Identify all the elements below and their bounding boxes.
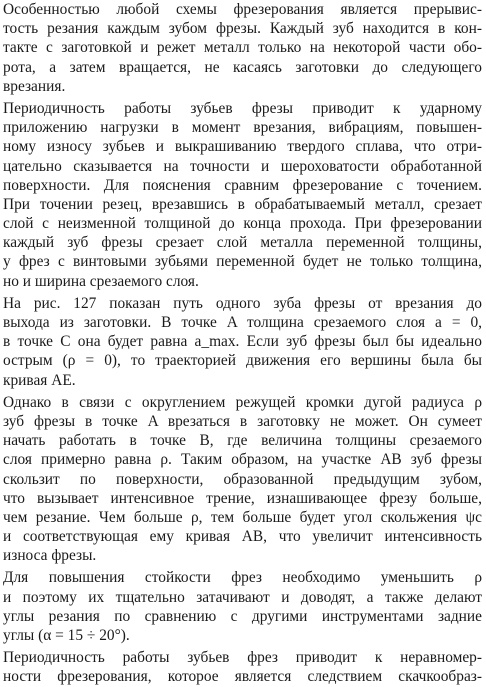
- text-line: у фрез с винтовыми зубьями переменной будет не только толщина,: [3, 253, 482, 271]
- text-line: тость резания каждым зубом фрезы. Каждый зуб находится в кон-: [3, 20, 482, 38]
- document-page: [3, 0, 482, 687]
- text-line: На рис. 127 показан путь одного зуба фрезы от врезания до: [3, 294, 482, 312]
- text-line: слой с неизменной толщиной до конца прохода. При фрезеровании: [3, 215, 482, 233]
- text-line: начать работать в точке B, где величина толщины срезаемого: [3, 432, 482, 450]
- text-line: цательно сказывается на точности и шероховатости обработанной: [3, 157, 482, 175]
- paragraph: [3, 0, 482, 96]
- text-line: кривая AE.: [3, 371, 76, 389]
- text-line: Особенностью любой схемы фрезерования является прерывис-: [3, 1, 482, 18]
- text-line: поверхности. Для пояснения сравним фрезерование с точением.: [3, 176, 482, 194]
- text-line: острым (ρ = 0), то траекторией движения его вершины была бы: [3, 352, 482, 370]
- text-line: что вызывает интенсивное трение, изнашивающее фрезу больше,: [3, 489, 482, 507]
- text-line: углы резания по сравнению с другими инструментами задние: [3, 607, 482, 625]
- text-line: рота, а затем вращается, не касаясь заготовки до следующего: [3, 58, 482, 76]
- text-line: но и ширина срезаемого слоя.: [3, 272, 199, 290]
- paragraph: [3, 294, 482, 390]
- paragraph: [3, 393, 482, 566]
- text-line: При точении резец, врезавшись в обрабатываемый металл, срезает: [3, 195, 482, 213]
- text-line: приложению нагрузки в момент врезания, вибрациям, повышен-: [3, 119, 482, 137]
- paragraph: [3, 568, 482, 645]
- text-line: и поэтому их тщательно затачивают и доводят, а также делают: [3, 588, 482, 606]
- text-line: Для повышения стойкости фрез необходимо уменьшить ρ: [3, 569, 482, 587]
- text-line: износа фрезы.: [3, 547, 97, 565]
- text-line: и соответствующая ему кривая AB, что увеличит интенсивность: [3, 528, 482, 546]
- text-line: такте с заготовкой и режет металл только на некоторой части обо-: [3, 39, 482, 57]
- text-line: Однако в связи с округлением режущей кромки дугой радиуса ρ: [3, 393, 482, 411]
- text-line: Периодичность работы зубьев фрезы приводит к ударному: [3, 99, 482, 117]
- text-line: углы (α = 15 ÷ 20°).: [3, 627, 130, 644]
- text-line: ному износу зубьев и выкрашиванию твердого сплава, что отри-: [3, 138, 482, 156]
- text-line: скользит по поверхности, образованной предыдущим зубом,: [3, 470, 482, 488]
- text-line: в точке C она будет равна a_max. Если зуб фрезы был бы идеально: [3, 333, 482, 351]
- text-line: зуб фрезы в точке A врезаться в заготовку не может. Он сумеет: [3, 412, 482, 430]
- paragraph: [3, 648, 482, 686]
- text-line: врезания.: [3, 77, 66, 95]
- text-line: Периодичность работы зубьев фрез приводит к неравномер-: [3, 649, 482, 667]
- text-line: каждый зуб фрезы срезает слой металла переменной толщины,: [3, 234, 482, 252]
- text-line: слоя примерно равна ρ. Таким образом, на участке AB зуб фрезы: [3, 451, 482, 469]
- paragraph: [3, 99, 482, 291]
- text-line: выхода из заготовки. В точке A толщина срезаемого слоя a = 0,: [3, 314, 482, 331]
- text-line: чем резание. Чем больше ρ, тем больше будет угол скольжения ψc: [3, 508, 482, 526]
- text-line: ности фрезерования, которое является следствием скачкообраз-: [3, 668, 482, 686]
